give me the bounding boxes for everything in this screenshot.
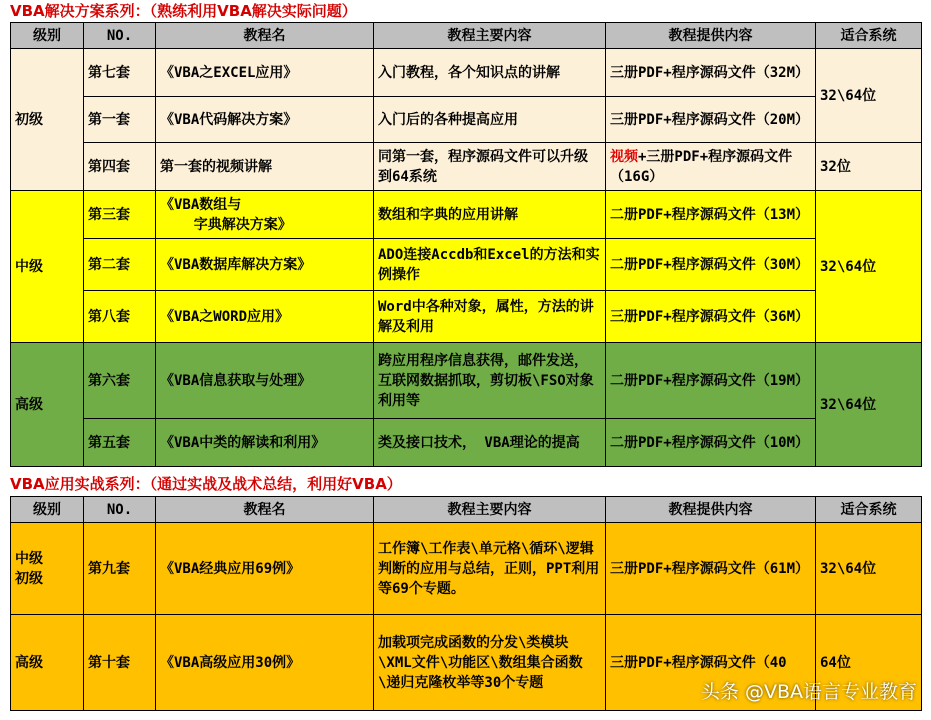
header-no: NO.: [84, 23, 156, 49]
header-content: 教程主要内容: [374, 23, 606, 49]
no-cell: 第二套: [84, 239, 156, 291]
system-cell: 64位: [816, 615, 922, 711]
table-row: [11, 143, 922, 191]
video-label: 视频: [610, 148, 638, 165]
name-cell: 《VBA数据库解决方案》: [156, 239, 374, 291]
provide-cell: 二册PDF+程序源码文件（30M）: [606, 239, 816, 291]
system-cell: 32\64位: [816, 49, 922, 143]
provide-cell: 二册PDF+程序源码文件（10M）: [606, 419, 816, 467]
name-cell: 《VBA经典应用69例》: [156, 523, 374, 615]
no-cell: 第六套: [84, 343, 156, 419]
level-cell: 高级: [11, 343, 84, 467]
header-level: 级别: [11, 23, 84, 49]
no-cell: 第五套: [84, 419, 156, 467]
system-cell: 32\64位: [816, 191, 922, 343]
name-cell: 《VBA代码解决方案》: [156, 97, 374, 143]
system-cell: 32位: [816, 143, 922, 191]
content-cell: 工作簿\工作表\单元格\循环\逻辑判断的应用与总结，正则，PPT利用等69个专题。: [374, 523, 606, 615]
name-cell: 《VBA信息获取与处理》: [156, 343, 374, 419]
header-provide: 教程提供内容: [606, 23, 816, 49]
table-row: [11, 291, 922, 343]
provide-cell: 三册PDF+程序源码文件（36M）: [606, 291, 816, 343]
content-cell: 跨应用程序信息获得，邮件发送，互联网数据抓取，剪切板\FSO对象利用等: [374, 343, 606, 419]
series1-title: VBA解决方案系列：（熟练利用VBA解决实际问题）: [10, 2, 357, 20]
content-cell: 数组和字典的应用讲解: [374, 191, 606, 239]
provide-cell: 三册PDF+程序源码文件（32M）: [606, 49, 816, 97]
no-cell: 第一套: [84, 97, 156, 143]
content-cell: 类及接口技术， VBA理论的提高: [374, 419, 606, 467]
name-cell: 《VBA之WORD应用》: [156, 291, 374, 343]
name-cell: 《VBA高级应用30例》: [156, 615, 374, 711]
no-cell: 第三套: [84, 191, 156, 239]
provide-cell: 三册PDF+程序源码文件（40: [606, 615, 816, 711]
table-row: [11, 97, 922, 143]
header-system: 适合系统: [816, 497, 922, 523]
header-system: 适合系统: [816, 23, 922, 49]
table-row: [11, 191, 922, 239]
table-row: [11, 419, 922, 467]
provide-cell: 二册PDF+程序源码文件（13M）: [606, 191, 816, 239]
provide-text: +三册PDF+程序源码文件（16G）: [610, 148, 793, 185]
no-cell: 第九套: [84, 523, 156, 615]
provide-cell: 二册PDF+程序源码文件（19M）: [606, 343, 816, 419]
name-cell: 《VBA中类的解读和利用》: [156, 419, 374, 467]
series2-title: VBA应用实战系列：（通过实战及战术总结，利用好VBA）: [10, 475, 402, 493]
provide-cell: 三册PDF+程序源码文件（61M）: [606, 523, 816, 615]
name-cell: 《VBA数组与 字典解决方案》: [156, 191, 374, 239]
level-cell: 中级 初级: [11, 523, 84, 615]
level-cell: 高级: [11, 615, 84, 711]
header-level: 级别: [11, 497, 84, 523]
no-cell: 第七套: [84, 49, 156, 97]
table-row: [11, 239, 922, 291]
no-cell: 第八套: [84, 291, 156, 343]
header-name: 教程名: [156, 23, 374, 49]
table-row: [11, 49, 922, 97]
level-cell: 中级: [11, 191, 84, 343]
name-cell: 第一套的视频讲解: [156, 143, 374, 191]
content-cell: 入门教程，各个知识点的讲解: [374, 49, 606, 97]
name-cell: 《VBA之EXCEL应用》: [156, 49, 374, 97]
watermark: 头条 @VBA语言专业教育: [700, 681, 917, 703]
content-cell: 同第一套，程序源码文件可以升级到64系统: [374, 143, 606, 191]
system-cell: 32\64位: [816, 343, 922, 467]
provide-cell: 三册PDF+程序源码文件（20M）: [606, 97, 816, 143]
level-cell: 初级: [11, 49, 84, 191]
header-provide: 教程提供内容: [606, 497, 816, 523]
system-cell: 32\64位: [816, 523, 922, 615]
header-name: 教程名: [156, 497, 374, 523]
no-cell: 第十套: [84, 615, 156, 711]
provide-cell: [606, 143, 816, 191]
content-cell: 入门后的各种提高应用: [374, 97, 606, 143]
header-content: 教程主要内容: [374, 497, 606, 523]
content-cell: 加载项完成函数的分发\类模块\XML文件\功能区\数组集合函数\递归克隆枚举等30个专题: [374, 615, 606, 711]
header-no: NO.: [84, 497, 156, 523]
table-row: [11, 343, 922, 419]
content-cell: Word中各种对象，属性，方法的讲解及利用: [374, 291, 606, 343]
series1-table: [10, 22, 922, 467]
table-row: [11, 523, 922, 615]
no-cell: 第四套: [84, 143, 156, 191]
content-cell: ADO连接Accdb和Excel的方法和实例操作: [374, 239, 606, 291]
